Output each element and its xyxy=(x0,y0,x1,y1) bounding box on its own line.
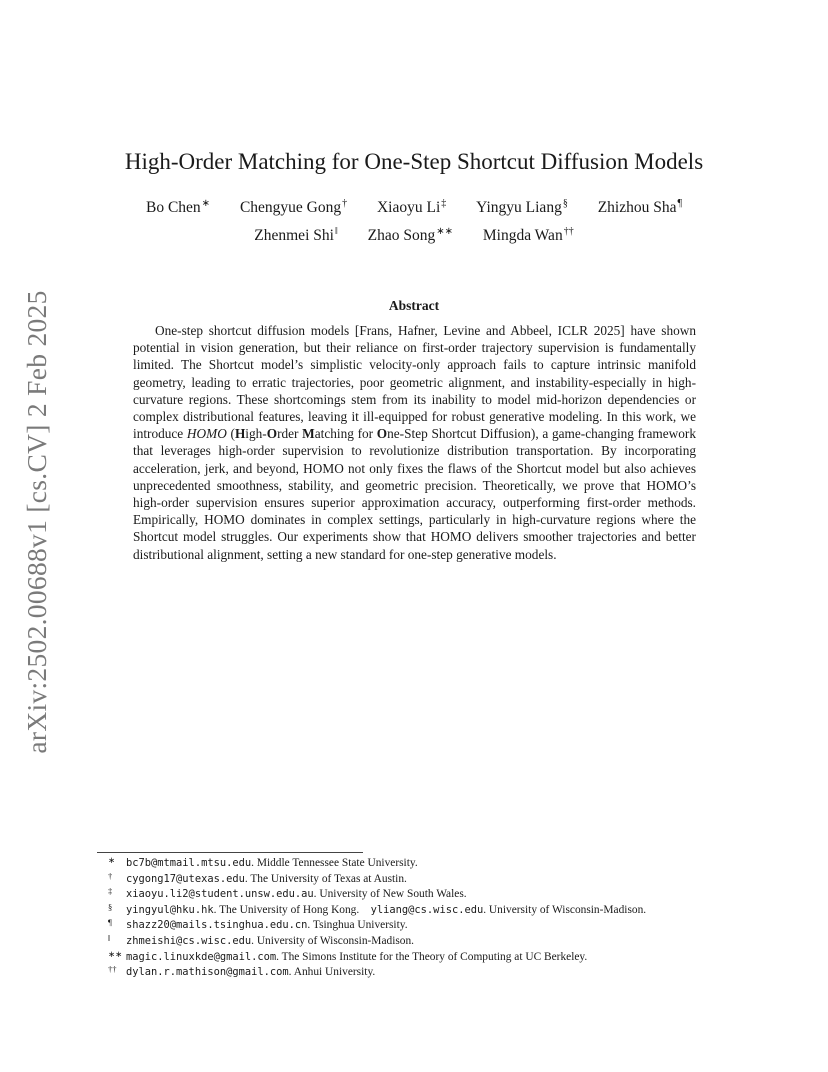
footnote-item: ∗∗ magic.linuxkde@gmail.com. The Simons Institute for the Theory of Computing at UC Berkeley. xyxy=(108,948,588,963)
email-link[interactable]: cygong17@utexas.edu xyxy=(126,872,245,885)
email-link[interactable]: zhmeishi@cs.wisc.edu xyxy=(126,934,252,947)
author-list-row-1 xyxy=(0,198,828,217)
author-zhizhou-sha: Zhizhou Sha¶ xyxy=(597,198,683,216)
abstract-heading: Abstract xyxy=(388,298,440,313)
footnotes xyxy=(108,856,738,981)
homo-name: HOMO xyxy=(186,426,227,442)
email-link[interactable]: xiaoyu.li2@student.unsw.edu.au xyxy=(126,888,314,901)
footnote-divider xyxy=(97,852,363,853)
author-chengyue-gong: Chengyue Gong† xyxy=(239,198,348,216)
author-yingyu-liang: Yingyu Liang§ xyxy=(476,198,568,216)
arxiv-identifier-text: arXiv:2502.00688v1 [cs.CV] 2 Feb 2025 xyxy=(21,290,52,754)
author-zhao-song: Zhao Song∗∗ xyxy=(367,226,453,244)
email-link[interactable]: yliang@cs.wisc.edu xyxy=(370,903,484,916)
footnote-item: ¶ shazz20@mails.tsinghua.edu.cn. Tsinghua University. xyxy=(108,917,408,932)
footnote-item: § yingyul@hku.hk. The University of Hong Kong. yliang@cs.wisc.edu. University of Wisconsin-Madison. xyxy=(108,901,647,916)
paper-title: High-Order Matching for One-Step Shortcut Diffusion Models xyxy=(124,149,704,174)
footnote-item: †† dylan.r.mathison@gmail.com. Anhui University. xyxy=(108,964,376,979)
email-link[interactable]: yingyul@hku.hk xyxy=(126,903,214,916)
email-link[interactable]: dylan.r.mathison@gmail.com xyxy=(126,966,289,979)
footnote-item: † cygong17@utexas.edu. The University of Texas at Austin. xyxy=(108,870,407,885)
author-zhenmei-shi: Zhenmei Shi‖ xyxy=(254,226,338,244)
abstract-body: One-step shortcut diffusion models [Frans, Hafner, Levine and Abbeel, ICLR 2025] have shown potential in vision generation, but their reliance on first-order trajectory supervision is fundamentally limited. The Shortcut model’s simplistic velocity-only approach fails to capture intrinsic manifold geometry, leading to erratic trajectories, poor geometric alignment, and instability-especially in high-curvature regions. These shortcomings stem from its inability to model mid-horizon dependencies or complex distributional features, leaving it ill-equipped for robust generative modeling. In this work, we introduce HOMO (High-Order Matching for One-Step Shortcut Diffusion), a game-changing framework that leverages high-order supervision to revolutionize distribution transportation. By incorporating acceleration, jerk, and beyond, HOMO not only fixes the flaws of the Shortcut model but also achieves unprecedented smoothness, stability, and geometric precision. Theoretically, we prove that HOMO’s high-order supervision ensures superior approximation accuracy, outperforming first-order methods. Empirically, HOMO dominates in complex settings, particularly in high-curvature regions where the Shortcut model struggles. Our experiments show that HOMO delivers smoother trajectories and better distributional alignment, setting a new standard for one-step generative models. xyxy=(133,323,696,562)
footnote-item: ‡ xiaoyu.li2@student.unsw.edu.au. University of New South Wales. xyxy=(108,886,467,901)
author-list-row-2 xyxy=(0,226,828,245)
footnote-item: ∗ bc7b@mtmail.mtsu.edu. Middle Tennessee State University. xyxy=(108,855,418,869)
footnote-item: ‖ zhmeishi@cs.wisc.edu. University of Wisconsin-Madison. xyxy=(108,932,415,947)
email-link[interactable]: bc7b@mtmail.mtsu.edu xyxy=(126,857,252,869)
author-bo-chen: Bo Chen∗ xyxy=(145,198,211,216)
author-xiaoyu-li: Xiaoyu Li‡ xyxy=(376,198,447,216)
author-mingda-wan: Mingda Wan†† xyxy=(482,226,574,244)
email-link[interactable]: shazz20@mails.tsinghua.edu.cn xyxy=(126,919,308,932)
email-link[interactable]: magic.linuxkde@gmail.com xyxy=(126,950,277,963)
